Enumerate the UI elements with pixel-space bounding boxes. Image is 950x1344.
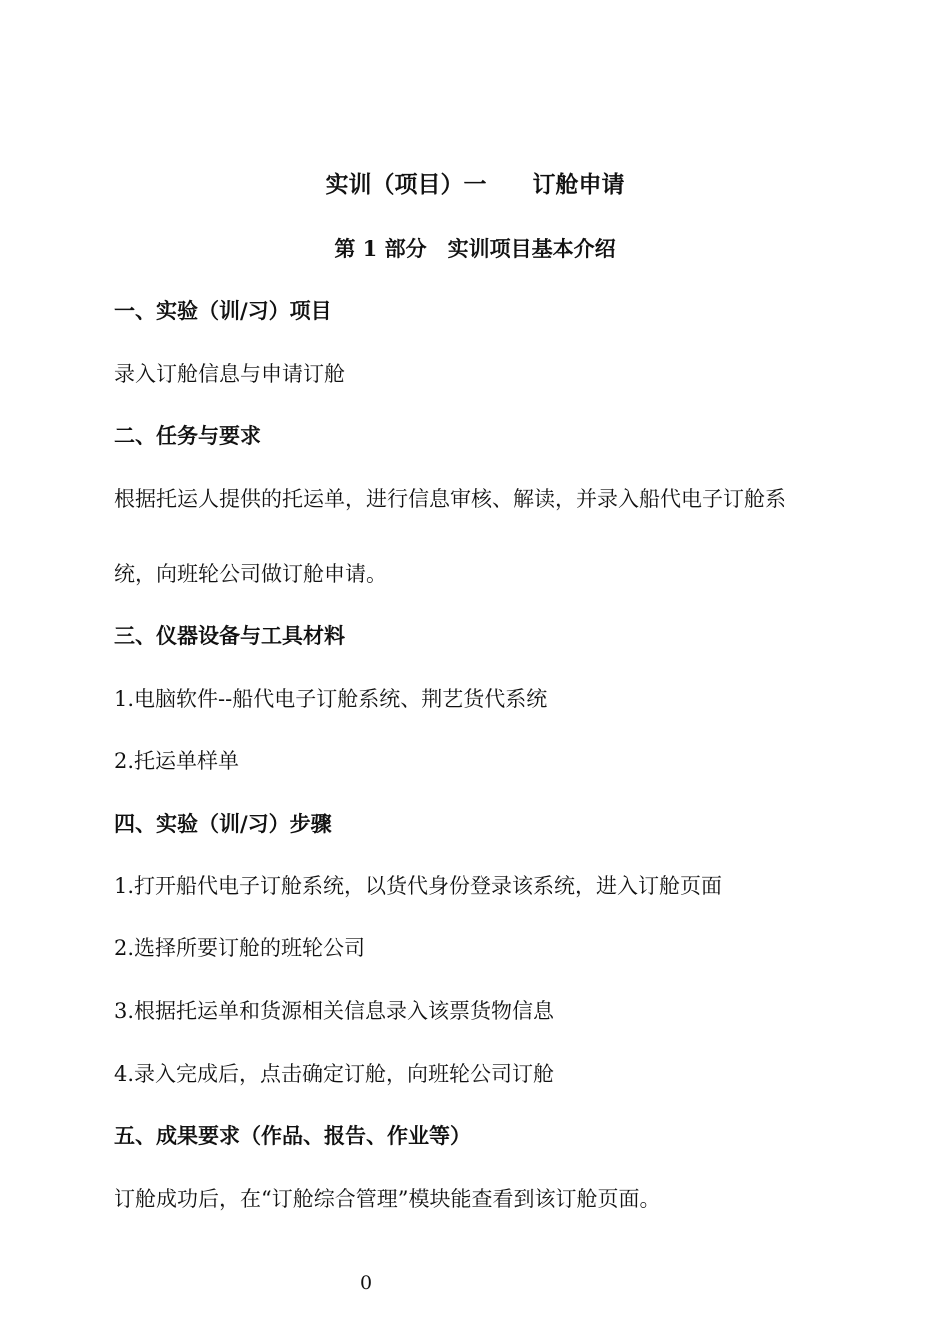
section-heading-2: 二、任务与要求 bbox=[114, 423, 261, 448]
section-heading-3: 三、仪器设备与工具材料 bbox=[114, 623, 345, 648]
section-heading-5: 五、成果要求（作品、报告、作业等） bbox=[114, 1123, 471, 1148]
document-title: 实训（项目）一 订舱申请 bbox=[325, 171, 625, 198]
section-4-line-1: 1.打开船代电子订舱系统，以货代身份登录该系统，进入订舱页面 bbox=[114, 874, 723, 898]
section-heading-4: 四、实验（训/习）步骤 bbox=[114, 811, 332, 836]
section-1-line-1: 录入订舱信息与申请订舱 bbox=[114, 362, 345, 386]
document-subtitle: 第 1 部分 实训项目基本介绍 bbox=[334, 236, 616, 261]
section-3-line-2: 2.托运单样单 bbox=[114, 749, 240, 773]
section-3-line-1: 1.电脑软件--船代电子订舱系统、荆艺货代系统 bbox=[114, 687, 548, 711]
section-5-line-1: 订舱成功后，在“订舱综合管理”模块能查看到该订舱页面。 bbox=[114, 1187, 661, 1211]
section-heading-1: 一、实验（训/习）项目 bbox=[114, 298, 332, 323]
section-2-line-2: 统，向班轮公司做订舱申请。 bbox=[114, 562, 387, 586]
section-2-line-1: 根据托运人提供的托运单，进行信息审核、解读，并录入船代电子订舱系 bbox=[114, 487, 786, 511]
section-4-line-3: 3.根据托运单和货源相关信息录入该票货物信息 bbox=[114, 999, 555, 1023]
page-number: 0 bbox=[359, 1272, 373, 1294]
section-4-line-4: 4.录入完成后，点击确定订舱，向班轮公司订舱 bbox=[114, 1062, 555, 1086]
section-4-line-2: 2.选择所要订舱的班轮公司 bbox=[114, 936, 366, 960]
